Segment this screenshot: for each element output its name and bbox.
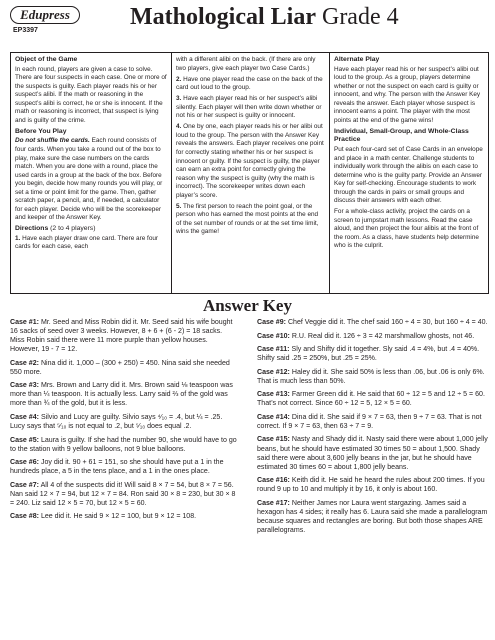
product-code: EP3397 <box>13 27 38 34</box>
case-entry <box>10 458 238 476</box>
step-1-text: Have each player draw one card. There are four cards for each case, each <box>15 234 159 251</box>
step-1 <box>15 235 167 252</box>
case-label: Case #10: <box>257 332 290 340</box>
case-text: Neither James nor Laura went stargazing. James said a hexagon has 4 sides; it really has 6. Laura said she made a parallelogram because squares and rectangles are boring. But both those shapes ARE parallelograms. <box>257 499 488 534</box>
step-4-number: 4. <box>176 123 182 131</box>
case-text: Mr. Seed and Miss Robin did it. Mr. Seed said his wife bought 16 sacks of seed over 3 weeks. However, 8 + 6 + (6 - 2) = 18 sacks. Miss Robin said there were 11 more purple than yellow houses. However, 19 - 7 = 12. <box>10 319 233 354</box>
title-grade: Grade 4 <box>321 4 399 30</box>
case-text: Nasty and Shady did it. Nasty said there were about 1,000 jelly beans, but he should have estimated 30 times 50 = about 1,500. Shady said there were about 3,600 jelly beans in the jar, but he should have estimated 30 times 60 = about 1,800 jelly beans. <box>257 436 488 471</box>
case-entry <box>257 499 490 535</box>
case-text: Silvio and Lucy are guilty. Silvio says ⁴⁄₁₀ = .4, but ¼ = .25. Lucy says that ⁵⁄₁₀ is not equal to .2, but ⁵⁄₁₀ does equal .2. <box>10 413 223 430</box>
case-entry <box>257 390 490 408</box>
instructions-column-2 <box>171 53 330 293</box>
before-emphasis: Do not shuffle the cards. <box>15 137 90 145</box>
case-label: Case #3: <box>10 382 39 390</box>
practice-text-2: For a whole-class activity, project the cards on a screen to jumpstart math lessons. Read the case aloud, and then project the four alibis at the front of the room. As a class, have students help determine who is the culprit. <box>334 208 479 250</box>
heading-alternate-play: Alternate Play <box>334 56 380 63</box>
case-label: Case #5: <box>10 436 39 444</box>
case-text: Mrs. Brown and Larry did it. Mrs. Brown said ⅛ teaspoon was more than ¼ teaspoon. It is actually less. Larry said ⅔ of the gold was more than ¾ of the gold, but it is less. <box>10 382 233 408</box>
step-2-text: Have one player read the case on the back of the card out loud to the group. <box>176 75 323 92</box>
case-text: Haley did it. She said 50% is less than .06, but .06 is only 6%. That is much less than 50%. <box>257 368 485 385</box>
case-text: Joy did it. 90 + 61 = 151, so she should have put a 1 in the hundreds place, a 5 in the tens place, and a 1 in the ones place. <box>10 459 224 476</box>
alternate-play-text: Have each player read his or her suspect’s alibi out loud to the group. As a group, players determine whether or not the suspect on each card is guilty or innocent, and why. The person with the Answer Key reveals the answer. Each player whose suspect is innocent earns a point. The player with the most points at the end of the game wins! <box>334 65 481 124</box>
case-text: Farmer Green did it. He said that 60 ÷ 12 = 5 and 12 ÷ 5 = 60. That’s not correct. Since 60 ÷ 12 = 5, 12 × 5 = 60. <box>257 391 485 408</box>
case-entry <box>10 318 238 354</box>
case-label: Case #11: <box>257 346 290 354</box>
case-entry <box>10 512 238 521</box>
step-2 <box>176 76 325 93</box>
case-label: Case #15: <box>257 436 290 444</box>
instructions-column-1 <box>11 53 171 293</box>
case-label: Case #4: <box>10 413 39 421</box>
case-label: Case #8: <box>10 513 39 521</box>
case-text: Chef Veggie did it. The chef said 160 ÷ 4 = 30, but 160 ÷ 4 = 40. <box>286 319 488 326</box>
case-label: Case #1: <box>10 319 39 326</box>
instructions-box <box>10 52 489 294</box>
case-text: All 4 of the suspects did it! Will said 8 × 7 = 54, but 8 × 7 = 56. Nan said 12 × 7 = 94, but 12 × 7 = 84. Ron said 30 × 8 = 230, but 30 × 8 = 240. Liz said 12 × 5 = 70, but 12 × 5 = 60. <box>10 481 236 507</box>
case-entry <box>257 332 490 341</box>
heading-practice: Individual, Small-Group, and Whole-Class Practice <box>334 127 469 144</box>
practice-text-1: Put each four-card set of Case Cards in an envelope and place in a math center. Challenge students to individually work through the alibis on each case to determine who is the guilty party. Provide an Answer Key for self-checking. Encourage students to work through the cards in pairs or small groups and discuss their answers with each other. <box>334 145 483 205</box>
title-main: Mathological Liar <box>130 4 316 30</box>
step-4-text: One by one, each player reads his or her alibi out loud to the group. The person with the Answer Key reveals the answers. Each player receives one point for correctly stating whether his or her suspect is innocent or guilty. If the suspect is guilty, the player can earn an extra point for correctly giving the reason why the suspect is guilty (why the math is incorrect). The scorekeeper writes down each player’s score. <box>176 123 324 199</box>
heading-before-you-play: Before You Play <box>15 127 67 135</box>
case-label: Case #14: <box>257 413 290 421</box>
case-text: Dina did it. She said if 9 × 7 = 63, then 9 ÷ 7 = 63. That is not correct. If 9 × 7 = 63, then 63 ÷ 7 = 9. <box>257 413 482 430</box>
case-entry <box>257 368 490 386</box>
case-text: Sly and Shifty did it together. Sly said .4 = 4%, but .4 = 40%. Shifty said .25 = 250%, but .25 = 25%. <box>257 346 480 363</box>
step-5 <box>176 203 325 237</box>
case-entry <box>10 381 238 408</box>
case-text: R.U. Real did it. 126 ÷ 3 = 42 marshmallow ghosts, not 46. <box>289 332 475 340</box>
case-entry <box>257 318 490 327</box>
case-entry <box>10 436 238 454</box>
case-entry <box>10 481 238 508</box>
answer-key-right-column <box>257 318 490 539</box>
before-you-play-text <box>15 137 167 222</box>
case-label: Case #17: <box>257 499 290 507</box>
case-text: Lee did it. He said 9 × 12 = 100, but 9 × 12 = 108. <box>39 513 197 521</box>
case-entry <box>257 413 490 431</box>
case-label: Case #12: <box>257 368 290 376</box>
step-3-number: 3. <box>176 95 182 103</box>
case-text: Laura is guilty. If she had the number 90, she would have to go to the station with 9 yellow balloons, not 9 blue balloons. <box>10 436 237 453</box>
page-header <box>10 6 490 50</box>
step-1-continued: with a different alibi on the back. (If there are only two players, give each player two Case Cards.) <box>176 56 316 72</box>
object-text: In each round, players are given a case to solve. There are four suspects in each case. One or more of the suspects is guilty. Each player reads his or her suspect’s alibi. If the math or reasoning in the suspect’s alibi is correct, he or she is innocent. If the math or reasoning is incorrect, that suspect is lying and is guilty of the crime. <box>15 65 167 124</box>
heading-object: Object of the Game <box>15 56 78 63</box>
case-entry <box>257 435 490 471</box>
step-1-number: 1. <box>15 234 21 242</box>
before-body: Each round consists of four cards. When you take a round out of the box to play, make sure the case numbers on the cards match. When you are done with a round, place the used cards in a group at the back of the box. Before you begin, decide how many rounds you will play, or set a time or point limit for the game. Then, gather scratch paper, a pencil, and, if needed, a calculator for each player. Decide who will be the scorekeeper and keeper of the Answer Key. <box>15 137 163 222</box>
heading-directions <box>15 225 167 234</box>
step-2-number: 2. <box>176 75 182 83</box>
case-entry <box>257 345 490 363</box>
case-text: Nina did it. 1,000 – (300 + 250) = 450. Nina said she needed 550 more. <box>10 359 230 376</box>
step-3-text: Have each player read his or her suspect’s alibi silently. Each player will then write down whether or not his or her suspect is guilty or innocent. <box>176 95 322 120</box>
instructions-column-3 <box>330 53 488 293</box>
step-5-number: 5. <box>176 202 182 210</box>
case-label: Case #16: <box>257 477 290 485</box>
case-label: Case #2: <box>10 359 39 367</box>
case-text: Keith did it. He said he heard the rules about 200 times. If you round 9 up to 10 and multiply it by 16, it only is about 160. <box>257 477 485 494</box>
directions-label: Directions <box>15 225 49 233</box>
answer-key-left-column <box>10 318 238 526</box>
answer-key-title: Answer Key <box>203 296 292 315</box>
case-entry <box>10 413 238 431</box>
case-label: Case #13: <box>257 391 290 399</box>
directions-note: (2 to 4 players) <box>48 225 96 233</box>
edupress-logo: Edupress <box>10 6 80 24</box>
case-entry <box>257 476 490 494</box>
case-label: Case #7: <box>10 481 39 489</box>
case-label: Case #6: <box>10 459 39 467</box>
case-entry <box>10 359 238 377</box>
step-5-text: The first person to reach the point goal, or the person who has earned the most points at the end of the set number of rounds or at the set time limit, wins the game! <box>176 202 319 236</box>
step-4 <box>176 123 325 200</box>
step-3 <box>176 95 325 121</box>
page-title <box>130 4 399 31</box>
case-label: Case #9: <box>257 319 286 326</box>
